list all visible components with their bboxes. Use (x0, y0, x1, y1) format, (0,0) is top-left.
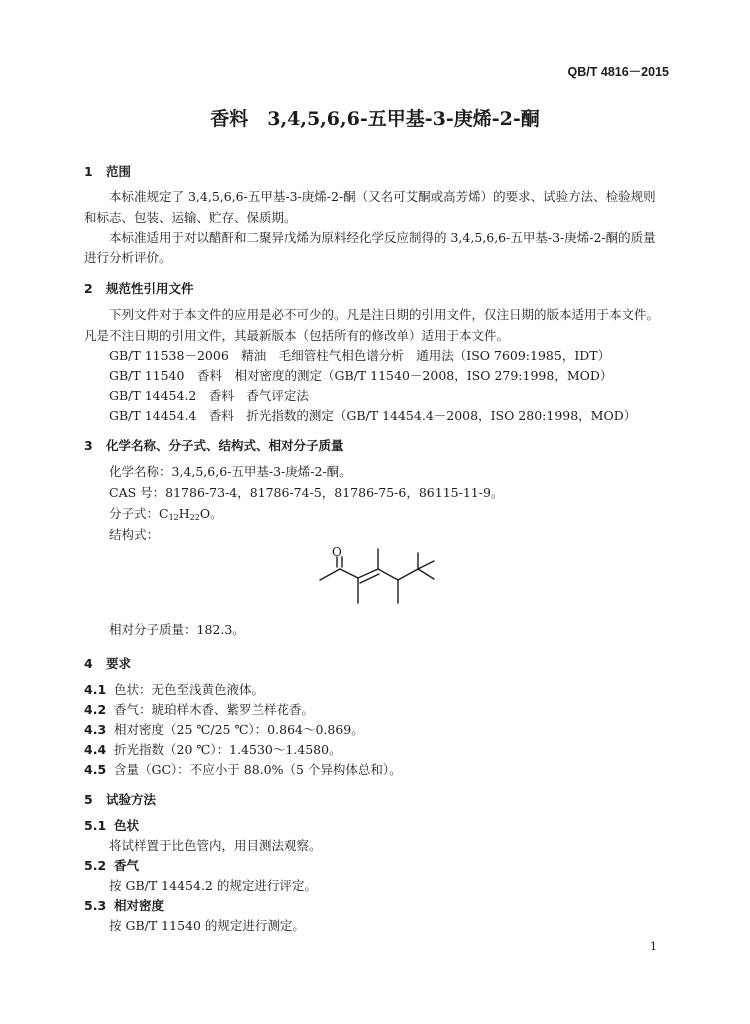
paragraph: 按 GB/T 14454.2 的规定进行评定。 (109, 878, 317, 893)
section-title: 化学名称、分子式、结构式、相对分子质量 (106, 438, 344, 453)
document-title: 香料 3,4,5,6,6-五甲基-3-庚烯-2-酮 (210, 108, 540, 130)
section-2-heading (84, 279, 194, 297)
reference-item: GB/T 14454.4 香料 折光指数的测定（GB/T 14454.4－2008，ISO 280:1998，MOD） (109, 408, 637, 423)
paragraph: 进行分析评价。 (84, 250, 172, 265)
oxygen-atom: O (332, 545, 342, 559)
reference-item: GB/T 11540 香料 相对密度的测定（GB/T 11540－2008，ISO 279:1998，MOD） (109, 368, 613, 383)
section-4-heading (84, 654, 131, 672)
structural-formula (310, 543, 480, 613)
section-title: 规范性引用文件 (106, 281, 194, 296)
requirement-item: 4.1 色状：无色至浅黄色液体。 (84, 682, 265, 697)
requirement-item: 4.2 香气：琥珀样木香、紫罗兰样花香。 (84, 702, 315, 717)
requirement-item: 4.5 含量（GC）：不应小于 88.0%（5 个异构体总和）。 (84, 762, 402, 777)
molecular-formula: 分子式：$C_{12}H_{22}O$。 (109, 506, 223, 522)
section-number: 3 (84, 438, 93, 453)
paragraph: 和标志、包装、运输、贮存、保质期。 (84, 210, 297, 225)
section-title: 要求 (106, 656, 132, 671)
page-number: 1 (650, 940, 657, 953)
subsection-heading: 5.3 相对密度 (84, 898, 165, 913)
section-title: 范围 (106, 164, 132, 179)
structure-label: 结构式： (109, 527, 160, 542)
chemical-name: 化学名称：3,4,5,6,6-五甲基-3-庚烯-2-酮。 (109, 464, 352, 479)
requirement-item: 4.3 相对密度（25 ℃/25 ℃）：0.864～0.869。 (84, 722, 364, 737)
requirement-item: 4.4 折光指数（20 ℃）：1.4530～1.4580。 (84, 742, 342, 757)
section-title: 试验方法 (106, 792, 157, 807)
paragraph: 下列文件对于本文件的应用是必不可少的。凡是注日期的引用文件，仅注日期的版本适用于本文件。 (109, 307, 660, 322)
section-number: 2 (84, 281, 93, 296)
section-number: 5 (84, 792, 93, 807)
reference-item: GB/T 11538－2006 精油 毛细管柱气相色谱分析 通用法（ISO 7609:1985，IDT） (109, 348, 611, 363)
section-number: 1 (84, 164, 93, 179)
molecular-mass: 相对分子质量：182.3。 (109, 622, 245, 637)
section-1-heading (84, 162, 131, 180)
paragraph: 凡是不注日期的引用文件，其最新版本（包括所有的修改单）适用于本文件。 (84, 328, 510, 343)
section-number: 4 (84, 656, 93, 671)
paragraph: 将试样置于比色管内，用目测法观察。 (109, 838, 322, 853)
paragraph: 按 GB/T 11540 的规定进行测定。 (109, 918, 305, 933)
paragraph: 本标准规定了 3,4,5,6,6-五甲基-3-庚烯-2-酮（又名可艾酮或高芳烯）的要求、试验方法、检验规则 (109, 189, 656, 204)
subsection-heading: 5.1 色状 (84, 818, 140, 833)
cas-number: CAS 号：81786-73-4，81786-74-5，81786-75-6，86115-11-9。 (109, 485, 504, 500)
subsection-heading: 5.2 香气 (84, 858, 140, 873)
paragraph: 本标准适用于对以醋酐和二聚异戊烯为原料经化学反应制得的 3,4,5,6,6-五甲基-3-庚烯-2-酮的质量 (109, 230, 656, 245)
section-3-heading (84, 436, 344, 454)
standard-number: QB/T 4816－2015 (567, 65, 669, 79)
reference-item: GB/T 14454.2 香料 香气评定法 (109, 388, 309, 403)
section-5-heading (84, 790, 156, 808)
